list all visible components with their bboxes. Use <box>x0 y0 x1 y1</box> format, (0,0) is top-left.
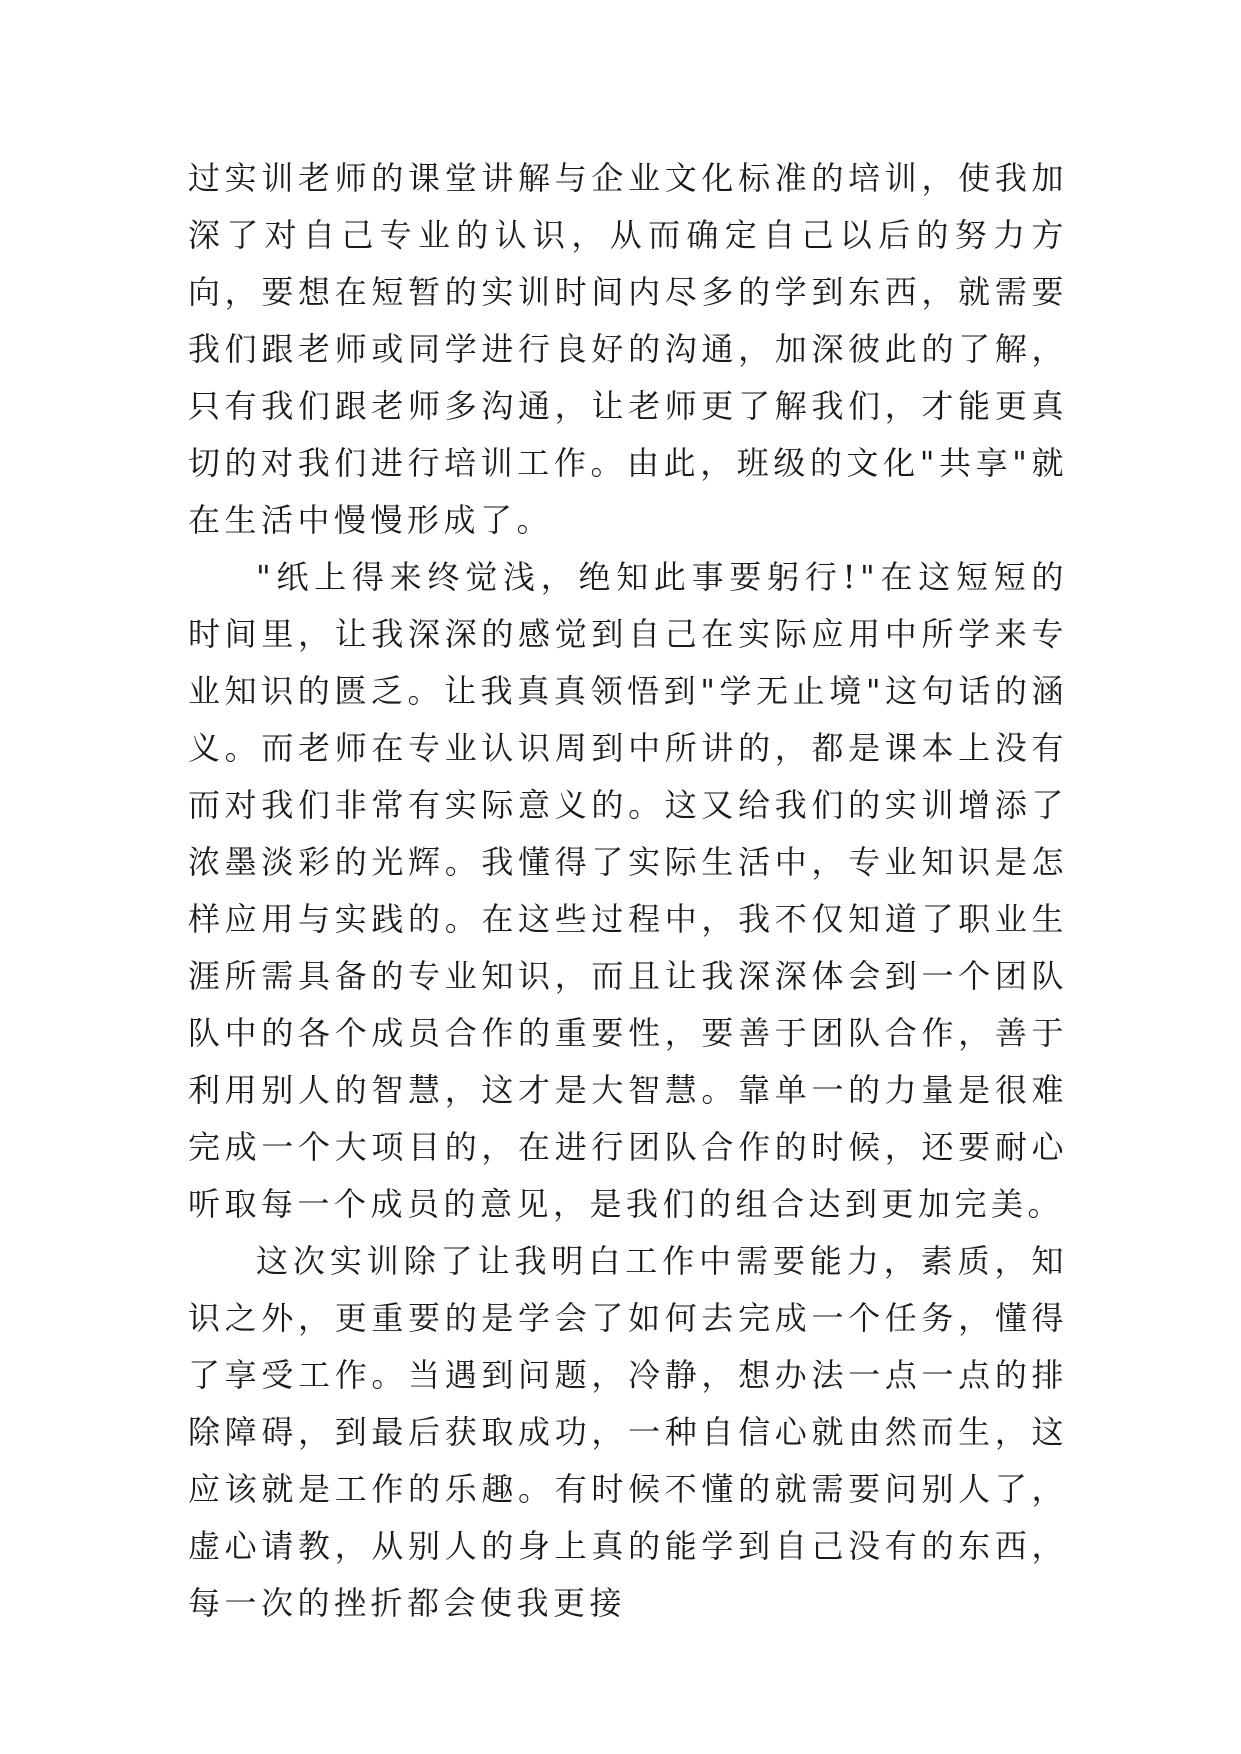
paragraph-continuation: 过实训老师的课堂讲解与企业文化标准的培训，使我加深了对自己专业的认识，从而确定自己以后的努力方向，要想在短暂的实训时间内尽多的学到东西，就需要我们跟老师或同学进行良好的沟通，加深彼此的了解，只有我们跟老师多沟通，让老师更了解我们，才能更真切的对我们进行培训工作。由此，班级的文化"共享"就在生活中慢慢形成了。 <box>188 159 1068 539</box>
paragraph-practice: "纸上得来终觉浅，绝知此事要躬行!"在这短短的时间里，让我深深的感觉到自己在实际应用中所学来专业知识的匮乏。让我真真领悟到"学无止境"这句话的涵义。而老师在专业认识周到中所讲的，都是课本上没有而对我们非常有实际意义的。这又给我们的实训增添了浓墨淡彩的光辉。我懂得了实际生活中，专业知识是怎样应用与实践的。在这些过程中，我不仅知道了职业生涯所需具备的专业知识，而且让我深深体会到一个团队队中的各个成员合作的重要性，要善于团队合作，善于利用别人的智慧，这才是大智慧。靠单一的力量是很难完成一个大项目的，在进行团队合作的时候，还要耐心听取每一个成员的意见，是我们的组合达到更加完美。 <box>188 558 1068 1223</box>
body-text <box>188 150 1068 1632</box>
paragraph-training-summary: 这次实训除了让我明白工作中需要能力，素质，知识之外，更重要的是学会了如何去完成一个任务，懂得了享受工作。当遇到问题，冷静，想办法一点一点的排除障碍，到最后获取成功，一种自信心就由然而生，这应该就是工作的乐趣。有时候不懂的就需要问别人了，虚心请教，从别人的身上真的能学到自己没有的东西，每一次的挫折都会使我更接 <box>188 1242 1068 1622</box>
